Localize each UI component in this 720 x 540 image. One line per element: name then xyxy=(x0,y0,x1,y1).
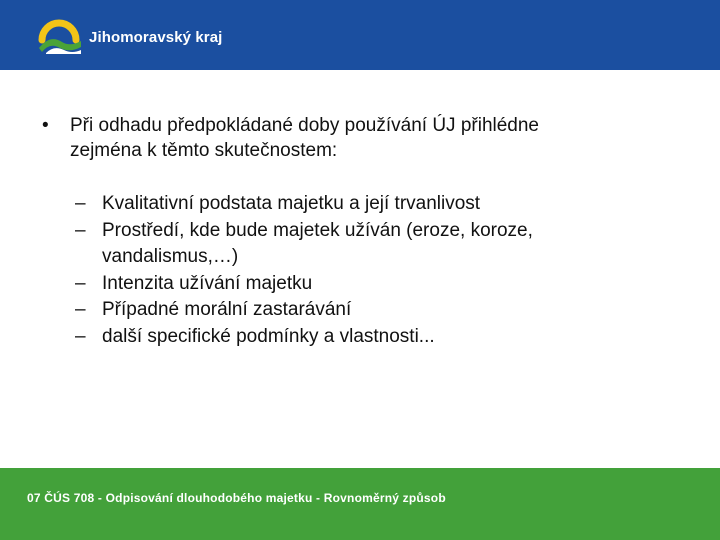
list-item xyxy=(75,324,595,351)
slide-content xyxy=(0,70,720,468)
sub-item-text: Kvalitativní podstata majetku a její trvanlivost xyxy=(102,193,481,214)
brand-name: Jihomoravský kraj xyxy=(89,29,223,46)
sub-item-text: Prostředí, kde bude majetek užíván (eroze, koroze, vandalismus,…) xyxy=(102,219,533,267)
dash-icon: – xyxy=(75,219,86,241)
header-bar xyxy=(0,0,720,70)
main-bullet-text: Při odhadu předpokládané doby používání ÚJ přihlédne zejména k těmto skutečnostem: xyxy=(70,115,539,161)
list-item xyxy=(75,218,595,271)
list-item xyxy=(75,271,595,298)
dash-icon: – xyxy=(75,299,86,320)
dash-icon: – xyxy=(75,193,86,214)
jmk-logo-icon xyxy=(38,14,82,54)
sub-item-text: Případné morální zastarávání xyxy=(102,299,352,320)
footer-bar xyxy=(0,468,720,540)
sub-list xyxy=(75,191,595,350)
footer-caption: 07 ČÚS 708 - Odpisování dlouhodobého majetku - Rovnoměrný způsob xyxy=(27,491,446,505)
dash-icon: – xyxy=(75,325,86,347)
dash-icon: – xyxy=(75,272,86,294)
sub-item-text: další specifické podmínky a vlastnosti... xyxy=(102,325,435,347)
list-item xyxy=(75,191,595,218)
bullet-icon: • xyxy=(42,115,49,136)
list-item xyxy=(75,297,595,324)
sub-item-text: Intenzita užívání majetku xyxy=(102,272,313,294)
